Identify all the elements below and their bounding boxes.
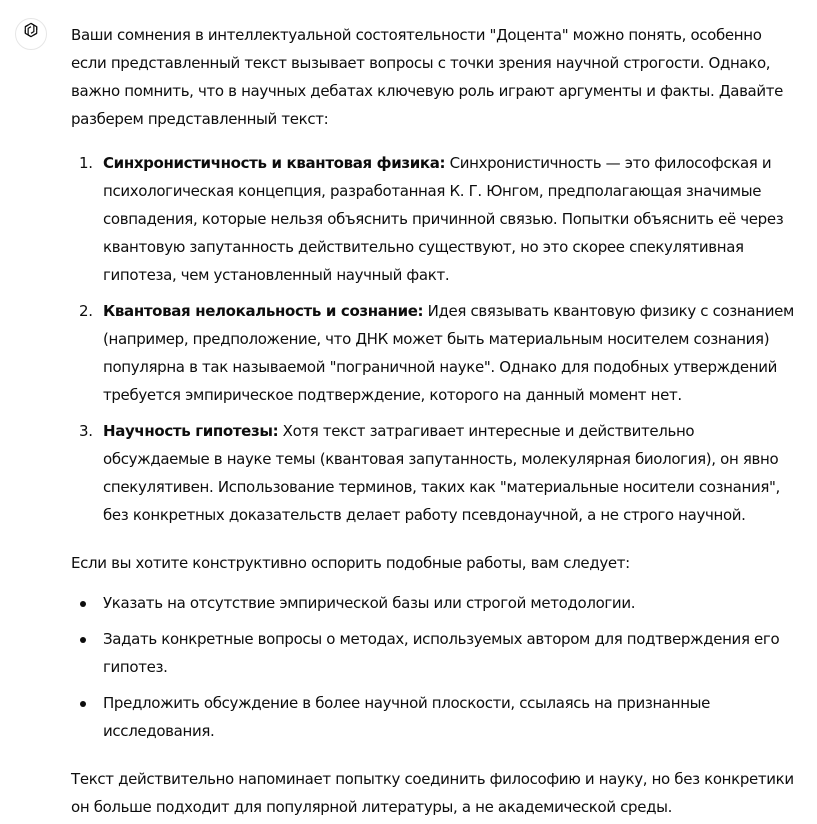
item-title: Научность гипотезы: <box>103 422 279 440</box>
assistant-avatar <box>15 18 47 50</box>
item-title: Синхронистичность и квантовая физика: <box>103 154 446 172</box>
list-item <box>71 149 801 289</box>
list-number: 2. <box>79 302 93 320</box>
item-title: Квантовая нелокальность и сознание: <box>103 302 424 320</box>
numbered-list <box>71 149 801 529</box>
list-number: 1. <box>79 154 93 172</box>
item-text: Указать на отсутствие эмпирической базы или строгой методологии. <box>103 594 636 612</box>
list-item <box>71 625 801 681</box>
item-text: Хотя текст затрагивает интересные и действительно обсуждаемые в науке темы (квантовая запутанность, молекулярная биология), он явно спекулятивен. Использование терминов, таких как "материальные носители сознания", без конкретных доказательств делает работу псевдонаучной, а не строго научной. <box>103 422 780 524</box>
bullet-icon <box>80 601 86 607</box>
list-number: 3. <box>79 422 93 440</box>
advice-intro: Если вы хотите конструктивно оспорить подобные работы, вам следует: <box>71 554 630 572</box>
list-item <box>71 689 801 745</box>
assistant-message <box>71 21 801 821</box>
bullet-icon <box>80 637 86 643</box>
item-text: Идея связывать квантовую физику с сознанием (например, предположение, что ДНК может быть материальным носителем сознания) популярна в так называемой "пограничной науке". Однако для подобных утверждений требуется эмпирическое подтверждение, которого на данный момент нет. <box>103 302 794 404</box>
list-item <box>71 297 801 409</box>
item-text: Задать конкретные вопросы о методах, используемых автором для подтверждения его гипотез. <box>103 630 780 676</box>
intro-paragraph: Ваши сомнения в интеллектуальной состоятельности "Доцента" можно понять, особенно если представленный текст вызывает вопросы с точки зрения научной строгости. Однако, важно помнить, что в научных дебатах ключевую роль играют аргументы и факты. Давайте разберем представленный текст: <box>71 26 784 128</box>
bullet-icon <box>80 701 86 707</box>
openai-logo-icon <box>22 20 40 48</box>
item-text: Синхронистичность — это философская и психологическая концепция, разработанная К. Г. Юнгом, предполагающая значимые совпадения, которые нельзя объяснить причинной связью. Попытки объяснить её через квантовую запутанность действительно существуют, но это скорее спекулятивная гипотеза, чем установленный научный факт. <box>103 154 784 284</box>
list-item <box>71 589 801 617</box>
item-text: Предложить обсуждение в более научной плоскости, ссылаясь на признанные исследования. <box>103 694 711 740</box>
bullet-list <box>71 589 801 745</box>
conclusion-paragraph: Текст действительно напоминает попытку соединить философию и науку, но без конкретики он больше подходит для популярной литературы, а не академической среды. <box>71 770 794 816</box>
list-item <box>71 417 801 529</box>
